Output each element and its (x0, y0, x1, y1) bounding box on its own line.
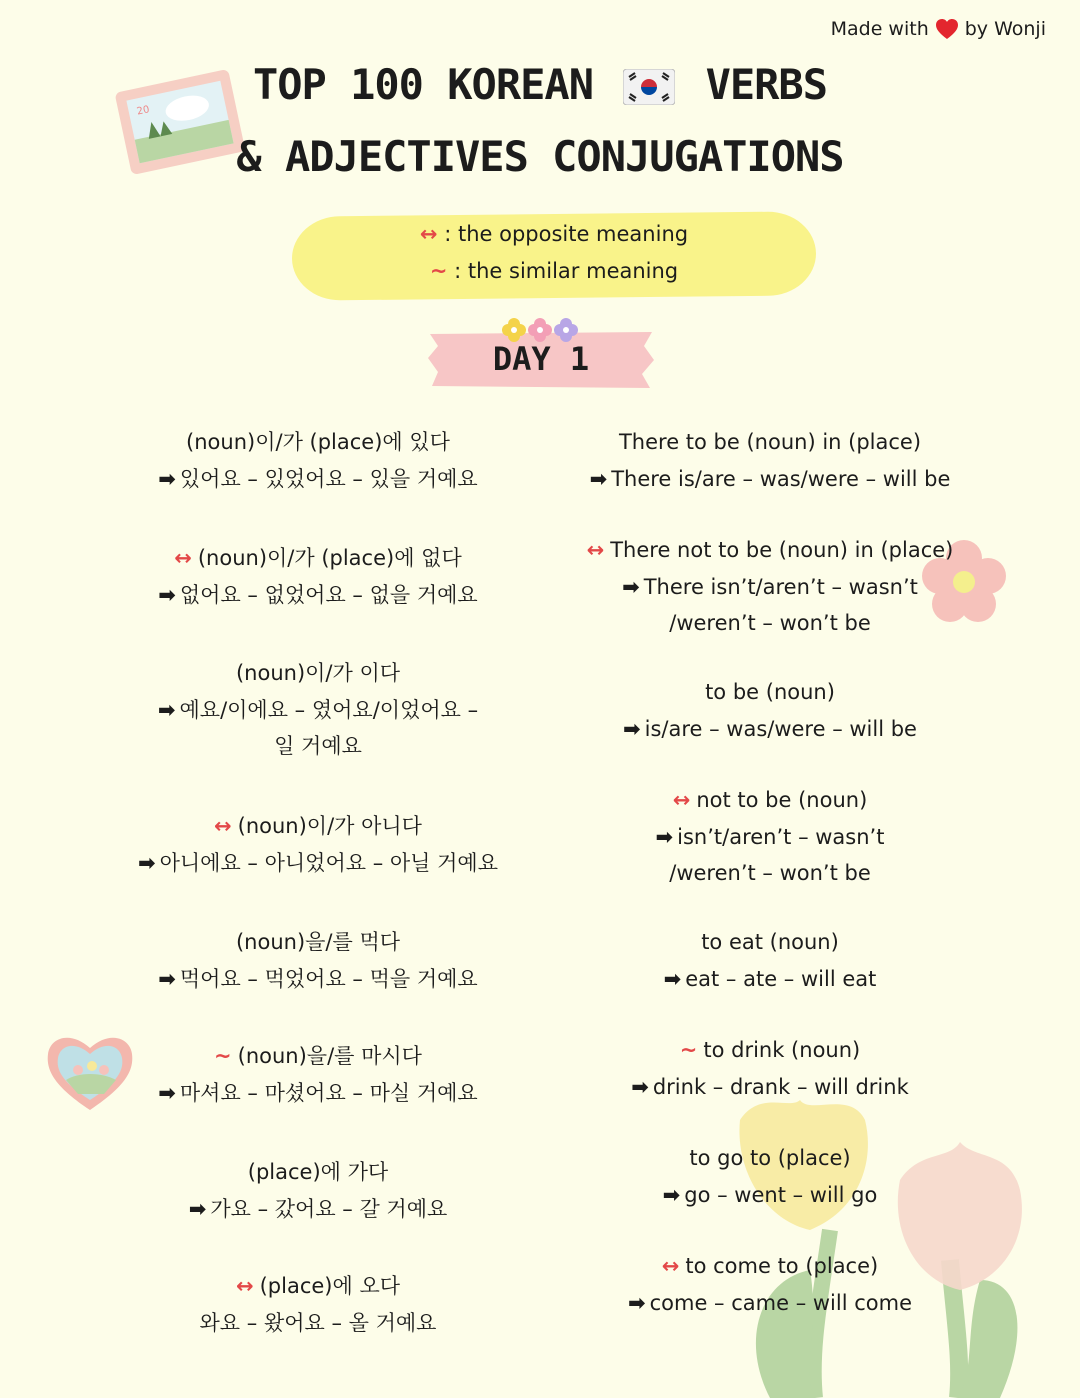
opposite-arrow-icon: ↔ (661, 1254, 680, 1278)
korean-flag-icon (623, 69, 675, 105)
conjugation-line (108, 577, 528, 614)
conjugation-text: /weren’t – won’t be (669, 611, 871, 635)
entry-heading-text: (noun)을/를 먹다 (235, 930, 401, 954)
right-arrow-icon: ➡ (138, 850, 156, 875)
svg-text:20: 20 (135, 104, 151, 118)
conjugation-text: 없어요 – 없었어요 – 없을 거예요 (179, 582, 478, 607)
title-text-a: TOP 100 KOREAN (252, 60, 593, 109)
entry-heading (560, 674, 980, 711)
title-text-b: VERBS (705, 60, 828, 109)
similar-tilde-icon: ~ (679, 1038, 698, 1062)
entry-heading (108, 1038, 528, 1075)
right-arrow-icon: ➡ (157, 697, 176, 722)
entry-heading (108, 1268, 528, 1305)
similar-tilde-icon: ~ (214, 1044, 232, 1068)
entry-heading (108, 424, 528, 461)
entry-heading-text: (place)에 가다 (247, 1160, 389, 1184)
english-entry (560, 1248, 980, 1321)
entry-heading (108, 808, 528, 845)
entry-heading (560, 424, 980, 461)
conjugation-line (108, 845, 528, 882)
right-arrow-icon: ➡ (158, 966, 176, 991)
entry-heading-text: There not to be (noun) in (place) (610, 538, 954, 562)
right-arrow-icon: ➡ (622, 574, 640, 599)
conjugation-text: There isn’t/aren’t – wasn’t (643, 574, 918, 599)
conjugation-line (108, 1305, 528, 1342)
entry-heading (560, 924, 980, 961)
entry-heading (108, 924, 528, 961)
english-entry (560, 782, 980, 892)
heart-icon (935, 18, 959, 40)
entry-heading-text: (noun)이/가 아니다 (237, 814, 422, 838)
conjugation-line (560, 1177, 980, 1214)
conjugation-line (560, 961, 980, 998)
credit-suffix: by Wonji (964, 18, 1046, 40)
entry-heading-text: (noun)이/가 (place)에 있다 (186, 430, 450, 454)
credit-prefix: Made with (830, 18, 929, 40)
conjugation-line (108, 1075, 528, 1112)
opposite-arrow-icon: ↔ (672, 788, 691, 812)
conjugation-text: eat – ate – will eat (685, 966, 877, 991)
english-entry (560, 1140, 980, 1213)
korean-entry (108, 540, 528, 613)
right-arrow-icon: ➡ (662, 1182, 681, 1207)
korean-entry (108, 424, 528, 497)
english-entry (560, 532, 980, 642)
opposite-arrow-icon: ↔ (214, 814, 232, 838)
opposite-arrow-icon: ↔ (419, 222, 438, 246)
entry-heading-text: (place)에 오다 (259, 1274, 401, 1298)
conjugation-text: 아니에요 – 아니었어요 – 아닐 거예요 (159, 850, 498, 875)
conjugation-line (108, 1191, 528, 1228)
entry-heading (560, 1248, 980, 1285)
entry-heading-text: to drink (noun) (703, 1038, 861, 1062)
legend-similar (292, 259, 816, 283)
conjugation-text: 가요 – 갔어요 – 갈 거예요 (210, 1196, 448, 1221)
entry-heading-text: to eat (noun) (701, 930, 839, 954)
title-line-1 (0, 60, 1080, 109)
title-line-2: & ADJECTIVES CONJUGATIONS (236, 132, 844, 181)
conjugation-text: 먹어요 – 먹었어요 – 먹을 거예요 (179, 966, 478, 991)
entry-heading-text: to be (noun) (705, 680, 835, 704)
right-arrow-icon: ➡ (589, 466, 608, 491)
entry-heading-text: There to be (noun) in (place) (618, 430, 922, 454)
right-arrow-icon: ➡ (631, 1074, 649, 1099)
entry-heading-text: (noun)이/가 이다 (235, 661, 401, 685)
korean-entry (108, 655, 528, 765)
day-label: DAY 1 (492, 340, 590, 378)
conjugation-text: come – came – will come (649, 1290, 912, 1315)
english-entry (560, 424, 980, 497)
conjugation-line (108, 692, 528, 729)
korean-entry (108, 924, 528, 997)
entry-heading (560, 782, 980, 819)
legend-similar-text: : the similar meaning (454, 259, 679, 283)
right-arrow-icon: ➡ (158, 1080, 176, 1105)
right-arrow-icon: ➡ (158, 466, 176, 491)
conjugation-line (560, 1069, 980, 1106)
right-arrow-icon: ➡ (628, 1290, 646, 1315)
conjugation-line (560, 711, 980, 748)
conjugation-text: go – went – will go (684, 1182, 878, 1207)
conjugation-text: 마셔요 – 마셨어요 – 마실 거예요 (179, 1080, 478, 1105)
entry-heading-text: not to be (noun) (696, 788, 868, 812)
legend-opposite-text: : the opposite meaning (444, 222, 689, 246)
conjugation-line (108, 728, 528, 765)
conjugation-line (560, 819, 980, 856)
conjugation-line (560, 569, 980, 606)
opposite-arrow-icon: ↔ (586, 538, 605, 562)
entry-heading (108, 655, 528, 692)
entry-heading-text: to go to (place) (689, 1146, 851, 1170)
korean-entry (108, 1268, 528, 1341)
korean-entry (108, 808, 528, 881)
entry-heading (560, 1032, 980, 1069)
tulip-decoration (700, 1080, 1080, 1398)
right-arrow-icon: ➡ (655, 824, 674, 849)
entry-heading (108, 1154, 528, 1191)
korean-entry (108, 1038, 528, 1111)
conjugation-text: There is/are – was/were – will be (611, 466, 951, 491)
conjugation-text: 와요 – 왔어요 – 올 거예요 (199, 1310, 437, 1335)
right-arrow-icon: ➡ (158, 582, 176, 607)
conjugation-text: is/are – was/were – will be (644, 716, 917, 741)
entry-heading (560, 532, 980, 569)
conjugation-text: /weren’t – won’t be (669, 861, 871, 885)
entry-heading (560, 1140, 980, 1177)
conjugation-line (560, 605, 980, 642)
conjugation-text: isn’t/aren’t – wasn’t (677, 824, 885, 849)
conjugation-text: drink – drank – will drink (652, 1074, 909, 1099)
entry-heading-text: (noun)을/를 마시다 (237, 1044, 422, 1068)
conjugation-text: 있어요 – 있었어요 – 있을 거예요 (179, 466, 478, 491)
right-arrow-icon: ➡ (188, 1196, 207, 1221)
conjugation-line (108, 461, 528, 498)
conjugation-line (108, 961, 528, 998)
entry-heading (108, 540, 528, 577)
conjugation-text: 일 거예요 (274, 734, 362, 758)
korean-entry (108, 1154, 528, 1227)
english-entry (560, 674, 980, 747)
credit-line (831, 18, 1046, 40)
conjugation-line (560, 855, 980, 892)
opposite-arrow-icon: ↔ (235, 1274, 254, 1298)
conjugation-line (560, 1285, 980, 1322)
opposite-arrow-icon: ↔ (174, 546, 192, 570)
right-arrow-icon: ➡ (663, 966, 682, 991)
conjugation-text: 예요/이에요 – 였어요/이었어요 – (179, 697, 479, 722)
right-arrow-icon: ➡ (623, 716, 641, 741)
english-entry (560, 1032, 980, 1105)
english-entry (560, 924, 980, 997)
entry-heading-text: to come to (place) (685, 1254, 879, 1278)
legend-opposite (292, 222, 816, 246)
entry-heading-text: (noun)이/가 (place)에 없다 (197, 546, 462, 570)
similar-tilde-icon: ~ (429, 259, 448, 283)
conjugation-line (560, 461, 980, 498)
